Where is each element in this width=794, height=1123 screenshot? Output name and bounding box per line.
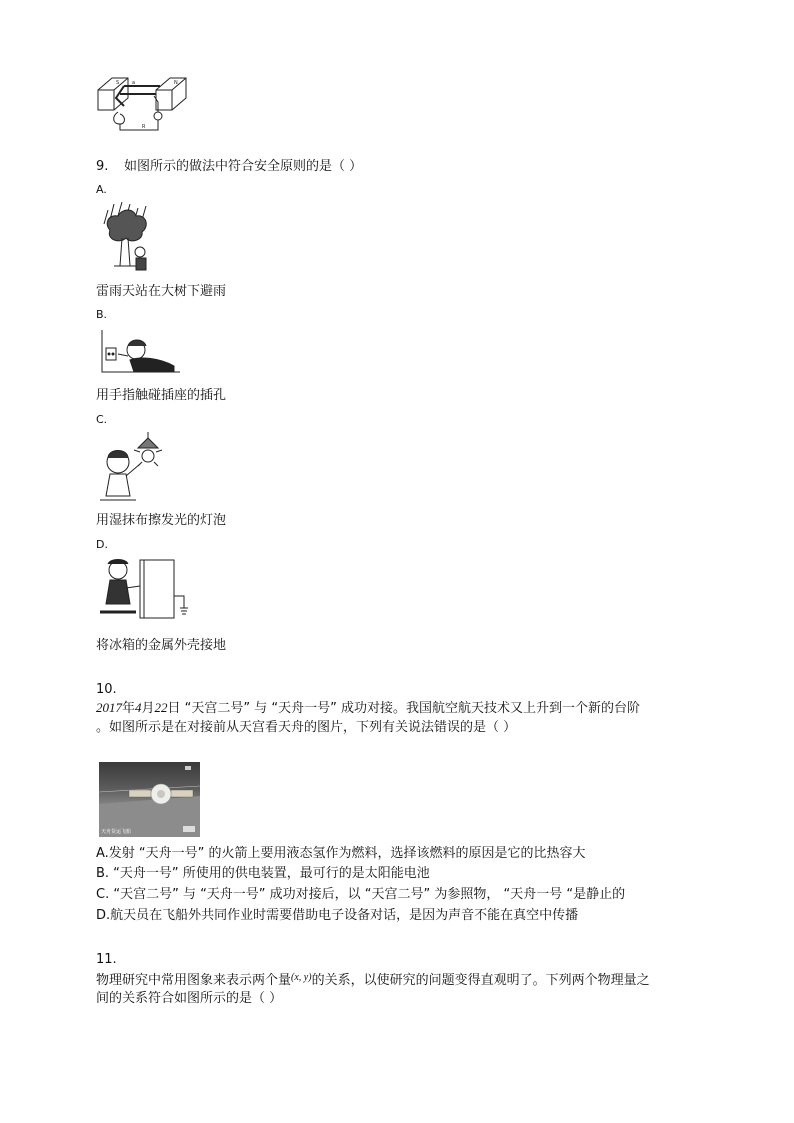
q11-variable: (x, y) (291, 972, 312, 983)
tianzhou-photo (99, 762, 200, 837)
q10-month: 4 (135, 700, 142, 715)
q10-number: 10. (96, 682, 117, 697)
svg-text:R: R (142, 124, 146, 130)
tianzhou-photo-caption: 天舟货运飞船 (101, 829, 132, 835)
q11-line1 (96, 969, 650, 990)
q9-option-d-letter[interactable]: D. (96, 538, 108, 551)
wet-cloth-bulb-icon (96, 430, 170, 504)
q9-stem: 如图所示的做法中符合安全原则的是（ ） (124, 159, 363, 174)
q9-option-a-caption: 雷雨天站在大树下避雨 (96, 284, 227, 299)
q10-line1-rest: 日 “天宫二号” 与 “天舟一号” 成功对接。我国航空航天技术又上升到一个新的台阶 (167, 701, 641, 716)
q9-option-b-letter[interactable]: B. (96, 308, 108, 321)
q11-line1-a: 物理研究中常用图象来表示两个量 (96, 973, 292, 988)
q10-year: 2017 (96, 700, 122, 715)
q10-year-char: 年 (122, 701, 136, 716)
tree-lightning-icon (100, 200, 156, 276)
q10-month-char: 月 (141, 701, 155, 716)
q10-line2: 。如图所示是在对接前从天宫看天舟的图片，下列有关说法错误的是（ ） (96, 720, 517, 735)
q9-number: 9. (96, 159, 109, 174)
q9-option-b-caption: 用手指触碰插座的插孔 (96, 388, 227, 403)
q10-option-d[interactable]: D.航天员在飞船外共同作业时需要借助电子设备对话，是因为声音不能在真空中传播 (96, 908, 579, 923)
child-socket-icon (100, 328, 182, 378)
q10-option-b[interactable]: B. “天舟一号” 所使用的供电装置，最可行的是太阳能电池 (96, 866, 430, 881)
svg-text:N: N (174, 80, 178, 86)
q10-option-a[interactable]: A.发射 “天舟一号” 的火箭上要用液态氢作为燃料，选择该燃料的原因是它的比热容大 (96, 846, 586, 861)
q9-option-a-letter[interactable]: A. (96, 183, 107, 196)
q11-number: 11. (96, 952, 117, 967)
q10-line1 (96, 699, 640, 718)
q11-line2: 间的关系符合如图所示的是（ ） (96, 991, 283, 1006)
q9-option-d-caption: 将冰箱的金属外壳接地 (96, 638, 227, 653)
q11-line1-b: 的关系，以使研究的问题变得直观明了。下列两个物理量之 (311, 973, 650, 988)
q10-option-c[interactable]: C. “天宫二号” 与 “天舟一号” 成功对接后，以 “天宫二号” 为参照物， “天舟一号 “是静止的 (96, 887, 626, 902)
magnet-apparatus-figure (94, 72, 190, 134)
fridge-ground-icon (96, 556, 204, 632)
q9-option-c-caption: 用湿抹布擦发光的灯泡 (96, 513, 227, 528)
q10-day: 22 (154, 700, 168, 715)
q9-option-c-letter[interactable]: C. (96, 413, 108, 426)
svg-text:a: a (132, 80, 136, 86)
svg-text:S: S (116, 80, 120, 86)
